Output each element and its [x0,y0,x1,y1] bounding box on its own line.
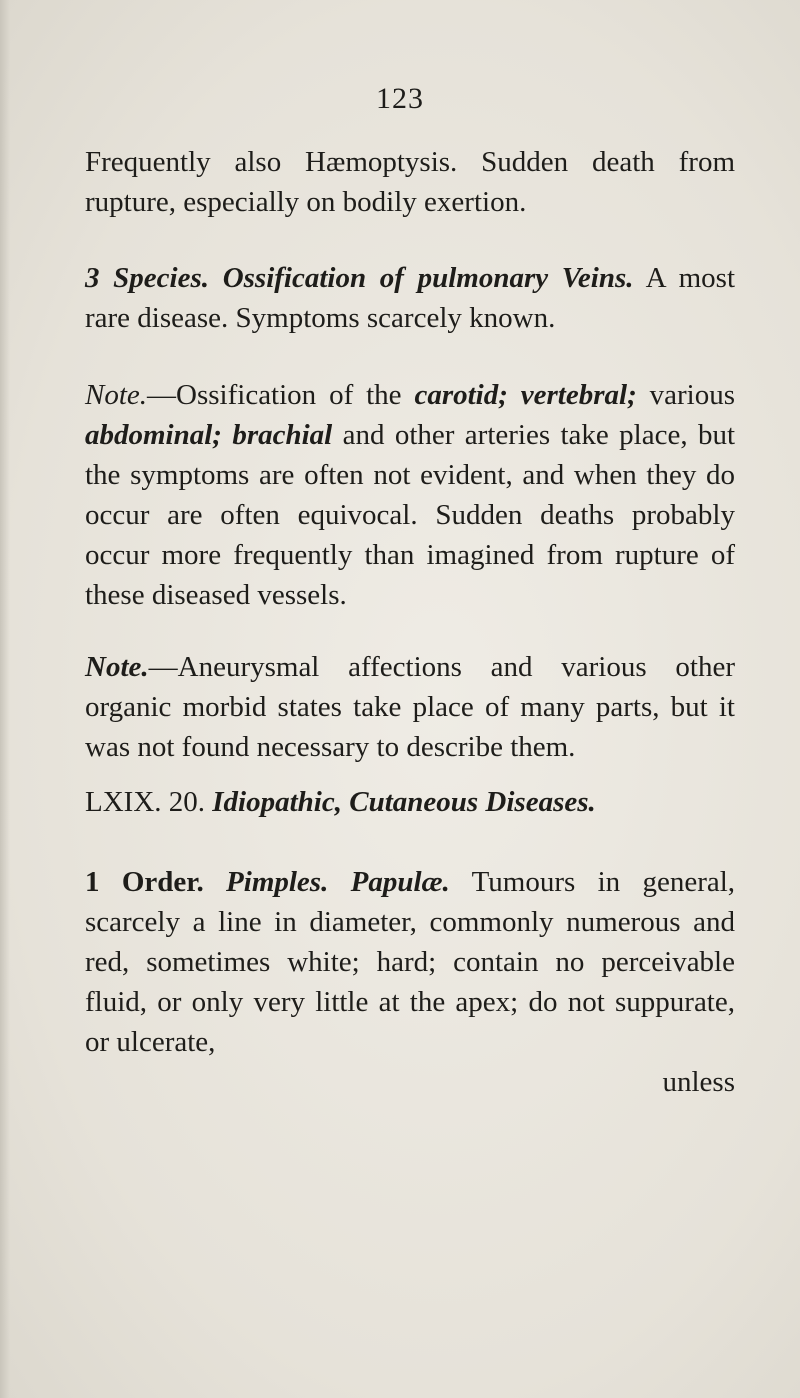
note-text-3: and other arteries take place, but the symptoms are often not evident, and when they do occur are often equivocal. Sudden deaths probably occur more frequently than imagined from rupture of these diseased vessels. [85,419,735,611]
note-carotid: carotid; vertebral; [414,379,637,411]
note-text-2: various [636,379,735,411]
note-text: —Aneurysmal affections and various other organic morbid states take place of many parts, but it was not found necessary to describe them. [85,651,735,763]
paragraph-species-3 [85,258,735,338]
section-numeral: LXIX. 20. [85,786,206,818]
species-description: A most rare disease. Symptoms scarcely known. [85,262,736,334]
note-label: Note. [85,651,149,683]
section-heading [85,782,735,822]
paragraph-order-1 [85,862,735,1102]
paragraph-note-aneurysmal [85,647,735,767]
page-edge-shadow [0,0,10,1398]
note-label: Note. [85,379,148,411]
order-description: Tumours in general, scarcely a line in diameter, commonly numerous and red, sometimes white; hard; contain no perceivable fluid, or only very little at the apex; do not suppurate, or ulcerate, [85,866,736,1058]
order-pimples: Pimples. [226,866,329,898]
species-label: 3 Species. [85,262,210,294]
species-title: Ossification of pulmonary Veins. [222,262,634,294]
note-abdominal: abdominal; brachial [85,419,333,451]
order-label: 1 Order. [85,866,204,898]
paragraph-haemoptysis [85,142,735,222]
paragraph-note-ossification [85,375,735,615]
page-number: 123 [376,82,424,115]
catchword: unless [662,1066,735,1098]
order-papulae: Papulæ. [350,866,450,898]
paragraph-text: Frequently also Hæmoptysis. Sudden death from rupture, especially on bodily exertion. [85,146,735,218]
section-title: Idiopathic, Cutaneous Diseases. [212,786,596,818]
note-text-1: —Ossification of the [147,379,415,411]
